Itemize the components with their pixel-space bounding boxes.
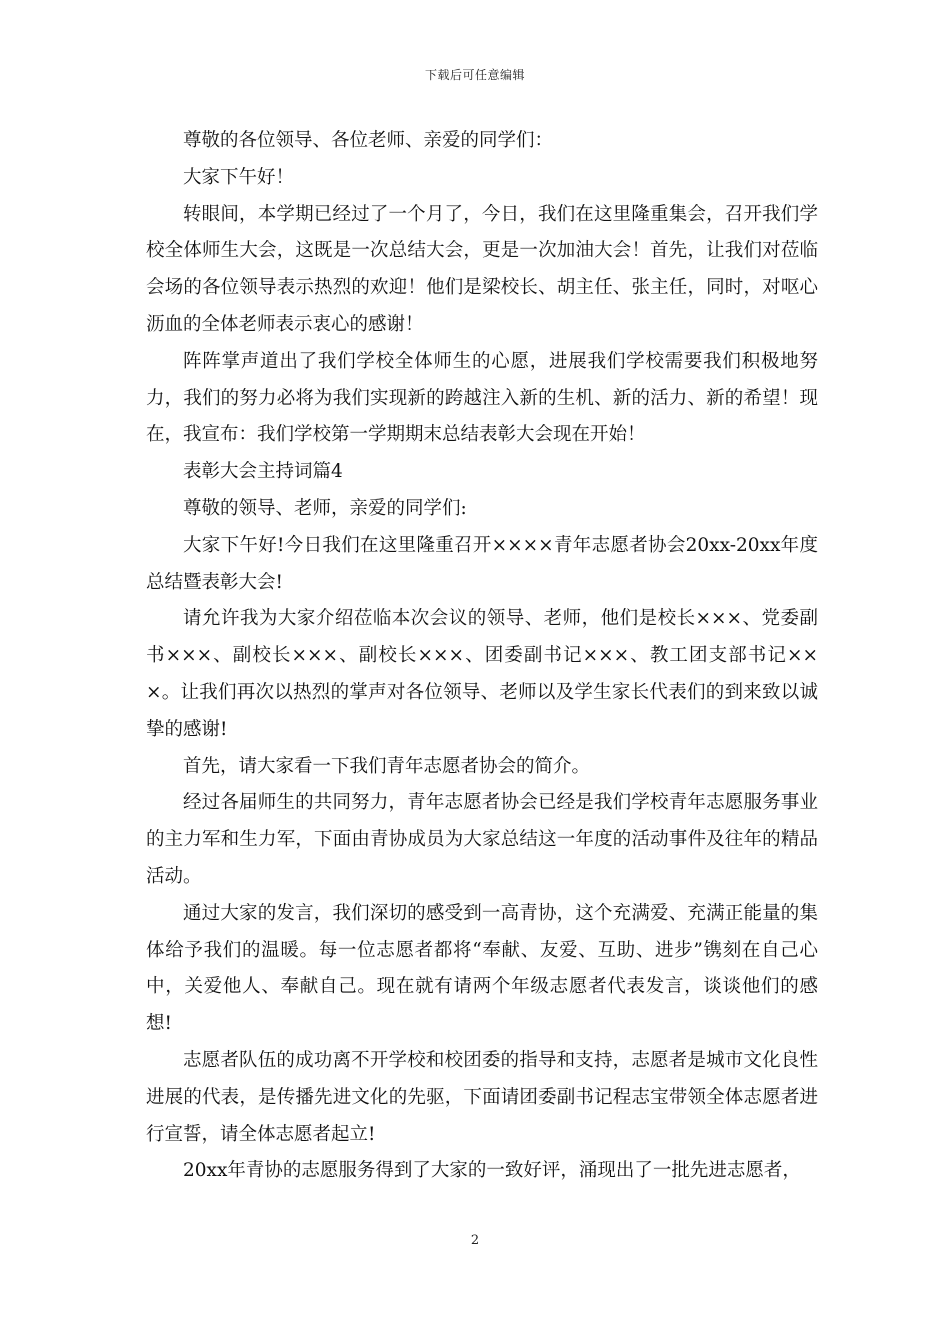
paragraph: 通过大家的发言，我们深切的感受到一高青协，这个充满爱、充满正能量的集体给予我们的温暖。每一位志愿者都将“奉献、友爱、互助、进步”镌刻在自己心中，关爱他人、奉献自己。现在就有请两个年级志愿者代表发言，谈谈他们的感想! <box>146 902 818 1035</box>
paragraph: 转眼间，本学期已经过了一个月了，今日，我们在这里隆重集会，召开我们学校全体师生大会，这既是一次总结大会，更是一次加油大会！首先，让我们对莅临会场的各位领导表示热烈的欢迎！他们是梁校长、胡主任、张主任，同时，对呕心沥血的全体老师表示衷心的感谢！ <box>146 203 818 335</box>
paragraph: 经过各届师生的共同努力，青年志愿者协会已经是我们学校青年志愿服务事业的主力军和生力军，下面由青协成员为大家总结这一年度的活动事件及往年的精品活动。 <box>146 792 818 887</box>
salutation: 尊敬的领导、老师，亲爱的同学们: <box>183 497 467 519</box>
paragraph: 请允许我为大家介绍莅临本次会议的领导、老师，他们是校长×××、党委副书×××、副校长×××、副校长×××、团委副书记×××、教工团支部书记×××。让我们再次以热烈的掌声对各位领导、老师以及学生家长代表们的到来致以诚挚的感谢! <box>146 608 818 740</box>
page-header: 下载后可任意编辑 <box>424 68 525 82</box>
paragraph: 阵阵掌声道出了我们学校全体师生的心愿，进展我们学校需要我们积极地努力，我们的努力必将为我们实现新的跨越注入新的生机、新的活力、新的希望！现在，我宣布：我们学校第一学期期末总结表彰大会现在开始！ <box>146 350 818 446</box>
paragraph: 20xx年青协的志愿服务得到了大家的一致好评，涌现出了一批先进志愿者， <box>183 1160 801 1182</box>
greeting: 大家下午好！ <box>183 166 295 188</box>
paragraph: 大家下午好!今日我们在这里隆重召开××××青年志愿者协会20xx-20xx年度总结暨表彰大会! <box>146 534 818 593</box>
document-body <box>146 123 818 1190</box>
page-number: 2 <box>470 1233 480 1248</box>
paragraph: 首先，请大家看一下我们青年志愿者协会的简介。 <box>183 755 591 777</box>
paragraph: 志愿者队伍的成功离不开学校和校团委的指导和支持，志愿者是城市文化良性进展的代表，是传播先进文化的先驱，下面请团委副书记程志宝带领全体志愿者进行宣誓，请全体志愿者起立! <box>146 1049 818 1145</box>
section-title: 表彰大会主持词篇4 <box>183 461 343 483</box>
salutation: 尊敬的各位领导、各位老师、亲爱的同学们： <box>183 130 554 151</box>
